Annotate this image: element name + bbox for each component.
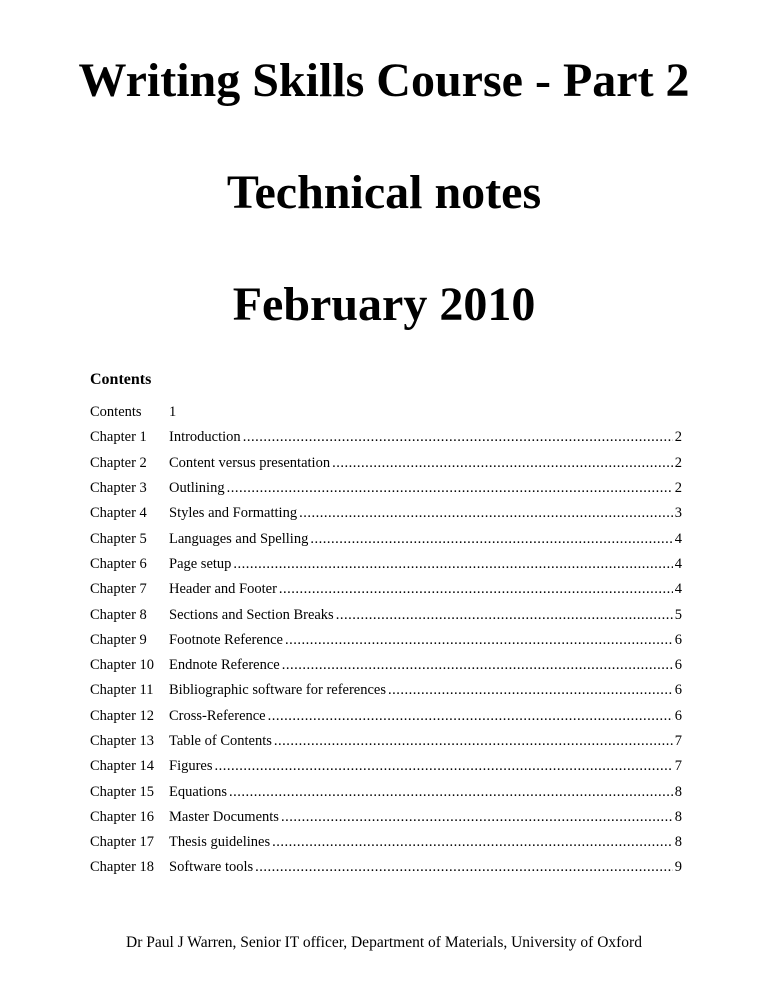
toc-chapter-number: Chapter 6: [90, 555, 147, 572]
toc-chapter-number: Chapter 18: [90, 859, 155, 876]
table-of-contents: [90, 400, 682, 881]
toc-page-number: 2: [674, 480, 682, 497]
toc-chapter-number: Chapter 16: [90, 808, 155, 825]
toc-leader-dots: [272, 834, 673, 851]
toc-leader-dots: [281, 809, 673, 826]
toc-title: Languages and Spelling: [169, 530, 309, 547]
toc-entry: [169, 607, 682, 624]
toc-title: Master Documents: [169, 808, 279, 825]
toc-page-number: 6: [674, 631, 682, 648]
toc-leader-dots: [388, 682, 673, 699]
toc-row[interactable]: [90, 704, 682, 729]
toc-chapter-number: Chapter 4: [90, 505, 147, 522]
toc-chapter-number: Chapter 14: [90, 758, 155, 775]
toc-page-number: 5: [674, 606, 682, 623]
document-title: Writing Skills Course - Part 2: [78, 54, 690, 107]
toc-entry: [169, 682, 682, 699]
toc-leader-dots: [274, 733, 673, 750]
toc-row[interactable]: [90, 526, 682, 551]
toc-leader-dots: [285, 632, 673, 649]
toc-chapter-number: Chapter 7: [90, 581, 147, 598]
toc-entry: [169, 556, 682, 573]
toc-page-number: 4: [674, 555, 682, 572]
toc-chapter-number: Chapter 12: [90, 707, 155, 724]
toc-title: Cross-Reference: [169, 707, 266, 724]
toc-leader-dots: [268, 708, 673, 725]
toc-entry: [169, 505, 682, 522]
toc-row[interactable]: [90, 476, 682, 501]
toc-row[interactable]: [90, 830, 682, 855]
toc-chapter-number: Contents: [90, 404, 142, 421]
toc-page-number: 7: [674, 733, 682, 749]
toc-row[interactable]: [90, 805, 682, 830]
toc-page-number: 2: [674, 454, 682, 471]
toc-row[interactable]: [90, 400, 682, 425]
toc-leader-dots: [299, 505, 673, 522]
toc-row[interactable]: [90, 552, 682, 577]
toc-leader-dots: [243, 429, 673, 446]
toc-title: Equations: [169, 783, 227, 800]
toc-title: Header and Footer: [169, 581, 277, 598]
toc-page-number: 2: [674, 429, 682, 446]
toc-chapter-number: Chapter 5: [90, 530, 147, 547]
toc-page-number: 4: [674, 581, 682, 598]
toc-page-number: 9: [674, 859, 682, 876]
toc-chapter-number: Chapter 8: [90, 606, 147, 623]
toc-chapter-number: Chapter 15: [90, 783, 155, 800]
toc-entry: [169, 531, 682, 548]
toc-leader-dots: [233, 556, 672, 573]
toc-entry: [169, 581, 682, 598]
toc-chapter-number: Chapter 1: [90, 429, 147, 446]
toc-chapter-number: Chapter 2: [90, 454, 147, 471]
toc-entry: [169, 733, 682, 750]
toc-chapter-number: Chapter 10: [90, 657, 155, 674]
toc-row[interactable]: [90, 855, 682, 880]
toc-entry: [169, 455, 682, 472]
document-date: February 2010: [232, 278, 536, 331]
toc-chapter-number: Chapter 13: [90, 733, 155, 749]
toc-title: Footnote Reference: [169, 631, 283, 648]
toc-page-number: 6: [674, 657, 682, 674]
toc-page-number: 8: [674, 834, 682, 851]
toc-page-number: 3: [674, 505, 682, 522]
toc-chapter-number: Chapter 3: [90, 480, 147, 497]
toc-row[interactable]: [90, 653, 682, 678]
toc-entry: [169, 708, 682, 725]
toc-leader-dots: [215, 758, 673, 775]
toc-chapter-number: Chapter 17: [90, 834, 155, 851]
toc-row[interactable]: [90, 729, 682, 754]
toc-page-number: 8: [674, 808, 682, 825]
toc-entry: [169, 859, 682, 876]
toc-page-number: 6: [674, 707, 682, 724]
toc-chapter-number: Chapter 9: [90, 631, 147, 648]
toc-page-number: 7: [674, 758, 682, 775]
toc-title: Page setup: [169, 555, 232, 572]
toc-title: Outlining: [169, 480, 225, 497]
toc-title: Thesis guidelines: [169, 834, 271, 851]
toc-row[interactable]: [90, 602, 682, 627]
toc-leader-dots: [336, 607, 673, 624]
toc-row[interactable]: [90, 577, 682, 602]
toc-entry: [169, 404, 682, 421]
toc-title: 1: [169, 404, 177, 421]
toc-title: Software tools: [169, 859, 254, 876]
toc-entry: [169, 657, 682, 674]
toc-entry: [169, 632, 682, 649]
toc-row[interactable]: [90, 779, 682, 804]
toc-title: Table of Contents: [169, 733, 272, 749]
toc-row[interactable]: [90, 628, 682, 653]
toc-entry: [169, 758, 682, 775]
toc-leader-dots: [279, 581, 673, 598]
toc-title: Figures: [169, 758, 213, 775]
toc-leader-dots: [229, 784, 673, 801]
toc-title: Sections and Section Breaks: [169, 606, 334, 623]
document-subtitle: Technical notes: [226, 166, 542, 219]
toc-leader-dots: [227, 480, 673, 497]
toc-entry: [169, 784, 682, 801]
toc-leader-dots: [255, 859, 673, 876]
toc-entry: [169, 809, 682, 826]
toc-entry: [169, 429, 682, 446]
toc-page-number: 8: [674, 783, 682, 800]
toc-row[interactable]: [90, 754, 682, 779]
toc-row[interactable]: [90, 425, 682, 450]
toc-leader-dots: [332, 455, 673, 472]
toc-title: Bibliographic software for references: [169, 682, 386, 699]
toc-title: Content versus presentation: [169, 454, 331, 471]
toc-leader-dots: [282, 657, 673, 674]
toc-row[interactable]: [90, 501, 682, 526]
toc-entry: [169, 834, 682, 851]
author-footer: Dr Paul J Warren, Senior IT officer, Department of Materials, University of Oxford: [126, 934, 642, 951]
toc-row[interactable]: [90, 678, 682, 703]
toc-title: Endnote Reference: [169, 657, 280, 674]
toc-leader-dots: [310, 531, 672, 548]
toc-page-number: 6: [674, 682, 682, 699]
toc-title: Introduction: [169, 429, 241, 446]
toc-chapter-number: Chapter 11: [90, 682, 154, 699]
contents-heading: Contents: [90, 371, 152, 388]
toc-page-number: 4: [674, 530, 682, 547]
toc-entry: [169, 480, 682, 497]
toc-title: Styles and Formatting: [169, 505, 298, 522]
toc-row[interactable]: [90, 451, 682, 476]
